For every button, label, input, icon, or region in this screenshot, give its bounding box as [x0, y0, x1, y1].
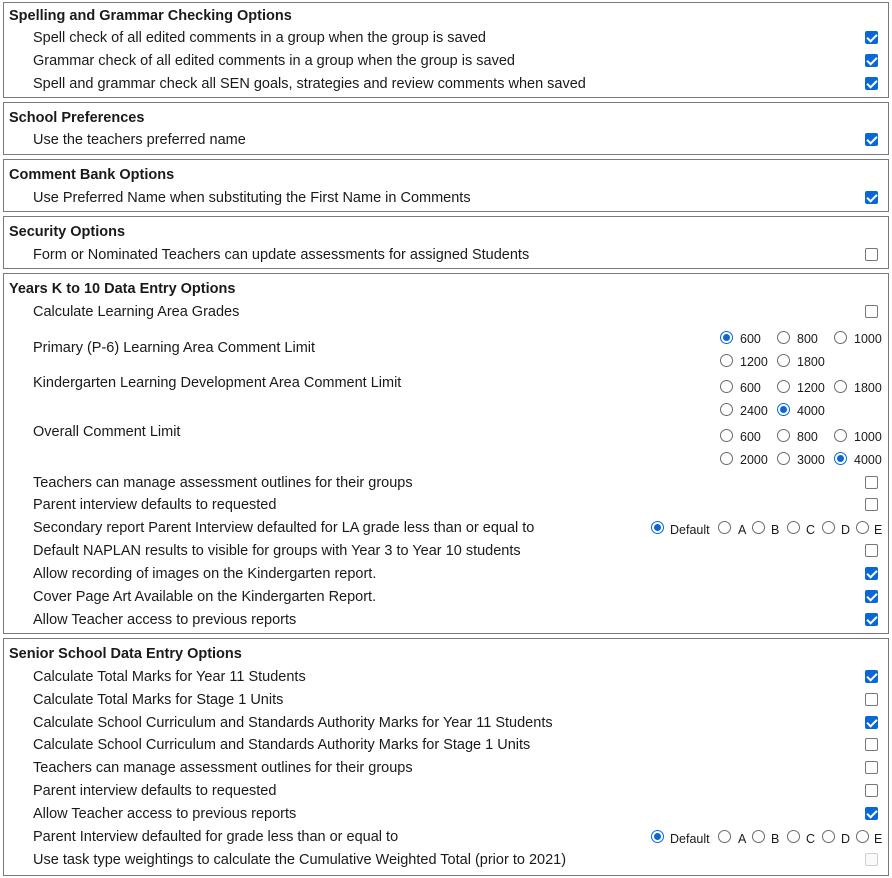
- row-label: Spell check of all edited comments in a group when the group is saved: [33, 30, 486, 46]
- row-label: Form or Nominated Teachers can update assessments for assigned Students: [33, 247, 530, 263]
- radio-label: 3000: [797, 453, 825, 467]
- secondary-interview-radio[interactable]: [787, 521, 800, 534]
- radio-label: C: [806, 832, 816, 846]
- row-label: Teachers can manage assessment outlines for their groups: [33, 475, 413, 491]
- row-label: Calculate School Curriculum and Standards Authority Marks for Year 11 Students: [33, 715, 553, 731]
- secondary-interview-radio[interactable]: [752, 521, 765, 534]
- section-school-preferences: [3, 102, 889, 155]
- overall-limit-radio[interactable]: [777, 452, 790, 465]
- section-security: [3, 216, 889, 269]
- radio-label: E: [874, 523, 883, 537]
- row-label: Allow recording of images on the Kindergarten report.: [33, 566, 377, 582]
- row-label: Cover Page Art Available on the Kindergarten Report.: [33, 589, 377, 605]
- row-label: Spell and grammar check all SEN goals, strategies and review comments when saved: [33, 76, 586, 92]
- row-label: Parent Interview defaulted for grade less than or equal to: [33, 829, 399, 845]
- overall-limit-radio[interactable]: [834, 429, 847, 442]
- radio-label: 800: [797, 430, 818, 444]
- senior-interview-radio[interactable]: [651, 830, 664, 843]
- primary-limit-radio[interactable]: [720, 331, 733, 344]
- senior-interview-radio[interactable]: [856, 830, 869, 843]
- radio-label: 1200: [740, 355, 768, 369]
- row-label: Use task type weightings to calculate the Cumulative Weighted Total (prior to 2021): [33, 852, 567, 868]
- kinder-limit-radio[interactable]: [777, 380, 790, 393]
- senior-interview-radio[interactable]: [787, 830, 800, 843]
- total-marks-y11-checkbox[interactable]: [865, 670, 878, 683]
- section-title: School Preferences: [9, 110, 145, 126]
- section-title: Senior School Data Entry Options: [9, 646, 242, 662]
- senior-interview-requested-checkbox[interactable]: [865, 784, 878, 797]
- radio-label: 1200: [797, 381, 825, 395]
- row-label: Calculate Total Marks for Stage 1 Units: [33, 692, 284, 708]
- overall-limit-radio[interactable]: [720, 452, 733, 465]
- row-label: Calculate School Curriculum and Standards Authority Marks for Stage 1 Units: [33, 737, 531, 753]
- radio-label: 1800: [854, 381, 882, 395]
- primary-limit-radio[interactable]: [777, 354, 790, 367]
- secondary-interview-radio[interactable]: [822, 521, 835, 534]
- radio-label: 600: [740, 381, 761, 395]
- row-label: Parent interview defaults to requested: [33, 497, 277, 513]
- primary-limit-radio[interactable]: [777, 331, 790, 344]
- radio-label: 600: [740, 430, 761, 444]
- row-label: Use the teachers preferred name: [33, 132, 246, 148]
- radio-label: A: [738, 523, 747, 537]
- row-label: Allow Teacher access to previous reports: [33, 612, 297, 628]
- radio-label: B: [771, 832, 780, 846]
- scsa-stage1-checkbox[interactable]: [865, 738, 878, 751]
- preferred-name-checkbox[interactable]: [865, 133, 878, 146]
- radio-label: C: [806, 523, 816, 537]
- kinder-limit-radio[interactable]: [720, 403, 733, 416]
- section-years-k10: [3, 273, 889, 634]
- radio-label: D: [841, 523, 851, 537]
- radio-label: Default: [670, 832, 710, 846]
- row-label: Teachers can manage assessment outlines for their groups: [33, 760, 413, 776]
- comment-preferred-name-checkbox[interactable]: [865, 191, 878, 204]
- senior-previous-reports-checkbox[interactable]: [865, 807, 878, 820]
- row-label: Kindergarten Learning Development Area Comment Limit: [33, 375, 402, 391]
- radio-label: 2000: [740, 453, 768, 467]
- row-label: Allow Teacher access to previous reports: [33, 806, 297, 822]
- radio-label: D: [841, 832, 851, 846]
- row-label: Primary (P-6) Learning Area Comment Limit: [33, 340, 316, 356]
- section-title: Years K to 10 Data Entry Options: [9, 281, 236, 297]
- task-weightings-checkbox: [865, 853, 878, 866]
- scsa-y11-checkbox[interactable]: [865, 716, 878, 729]
- kinder-limit-radio[interactable]: [777, 403, 790, 416]
- radio-label: 600: [740, 332, 761, 346]
- section-title: Spelling and Grammar Checking Options: [9, 8, 292, 24]
- overall-limit-radio[interactable]: [777, 429, 790, 442]
- naplan-visible-checkbox[interactable]: [865, 544, 878, 557]
- radio-label: 4000: [854, 453, 882, 467]
- section-title: Security Options: [9, 224, 126, 240]
- cover-page-art-checkbox[interactable]: [865, 590, 878, 603]
- row-label: Calculate Total Marks for Year 11 Students: [33, 669, 306, 685]
- section-title: Comment Bank Options: [9, 167, 175, 183]
- radio-label: 1800: [797, 355, 825, 369]
- total-marks-stage1-checkbox[interactable]: [865, 693, 878, 706]
- radio-label: 1000: [854, 430, 882, 444]
- secondary-interview-radio[interactable]: [856, 521, 869, 534]
- senior-manage-outlines-checkbox[interactable]: [865, 761, 878, 774]
- primary-limit-radio[interactable]: [720, 354, 733, 367]
- radio-label: 2400: [740, 404, 768, 418]
- spell-check-checkbox[interactable]: [865, 31, 878, 44]
- radio-label: A: [738, 832, 747, 846]
- k10-interview-requested-checkbox[interactable]: [865, 498, 878, 511]
- row-label: Secondary report Parent Interview defaulted for LA grade less than or equal to: [33, 520, 535, 536]
- overall-limit-radio[interactable]: [720, 429, 733, 442]
- form-teacher-update-checkbox[interactable]: [865, 248, 878, 261]
- sen-check-checkbox[interactable]: [865, 77, 878, 90]
- secondary-interview-radio[interactable]: [651, 521, 664, 534]
- overall-limit-radio[interactable]: [834, 452, 847, 465]
- radio-label: E: [874, 832, 883, 846]
- senior-interview-radio[interactable]: [822, 830, 835, 843]
- senior-interview-radio[interactable]: [752, 830, 765, 843]
- grammar-check-checkbox[interactable]: [865, 54, 878, 67]
- radio-label: 800: [797, 332, 818, 346]
- radio-label: 4000: [797, 404, 825, 418]
- kinder-images-checkbox[interactable]: [865, 567, 878, 580]
- kinder-limit-radio[interactable]: [720, 380, 733, 393]
- primary-limit-radio[interactable]: [834, 331, 847, 344]
- radio-label: B: [771, 523, 780, 537]
- row-label: Overall Comment Limit: [33, 424, 181, 440]
- row-label: Parent interview defaults to requested: [33, 783, 277, 799]
- row-label: Calculate Learning Area Grades: [33, 304, 240, 320]
- section-comment-bank: [3, 159, 889, 212]
- row-label: Grammar check of all edited comments in a group when the group is saved: [33, 53, 515, 69]
- radio-label: Default: [670, 523, 710, 537]
- calc-la-grades-checkbox[interactable]: [865, 305, 878, 318]
- section-senior-school: [3, 638, 889, 876]
- k10-manage-outlines-checkbox[interactable]: [865, 476, 878, 489]
- k10-previous-reports-checkbox[interactable]: [865, 613, 878, 626]
- secondary-interview-radio[interactable]: [718, 521, 731, 534]
- senior-interview-radio[interactable]: [718, 830, 731, 843]
- radio-label: 1000: [854, 332, 882, 346]
- row-label: Use Preferred Name when substituting the First Name in Comments: [33, 190, 471, 206]
- section-spelling-grammar: [3, 2, 889, 98]
- row-label: Default NAPLAN results to visible for groups with Year 3 to Year 10 students: [33, 543, 521, 559]
- kinder-limit-radio[interactable]: [834, 380, 847, 393]
